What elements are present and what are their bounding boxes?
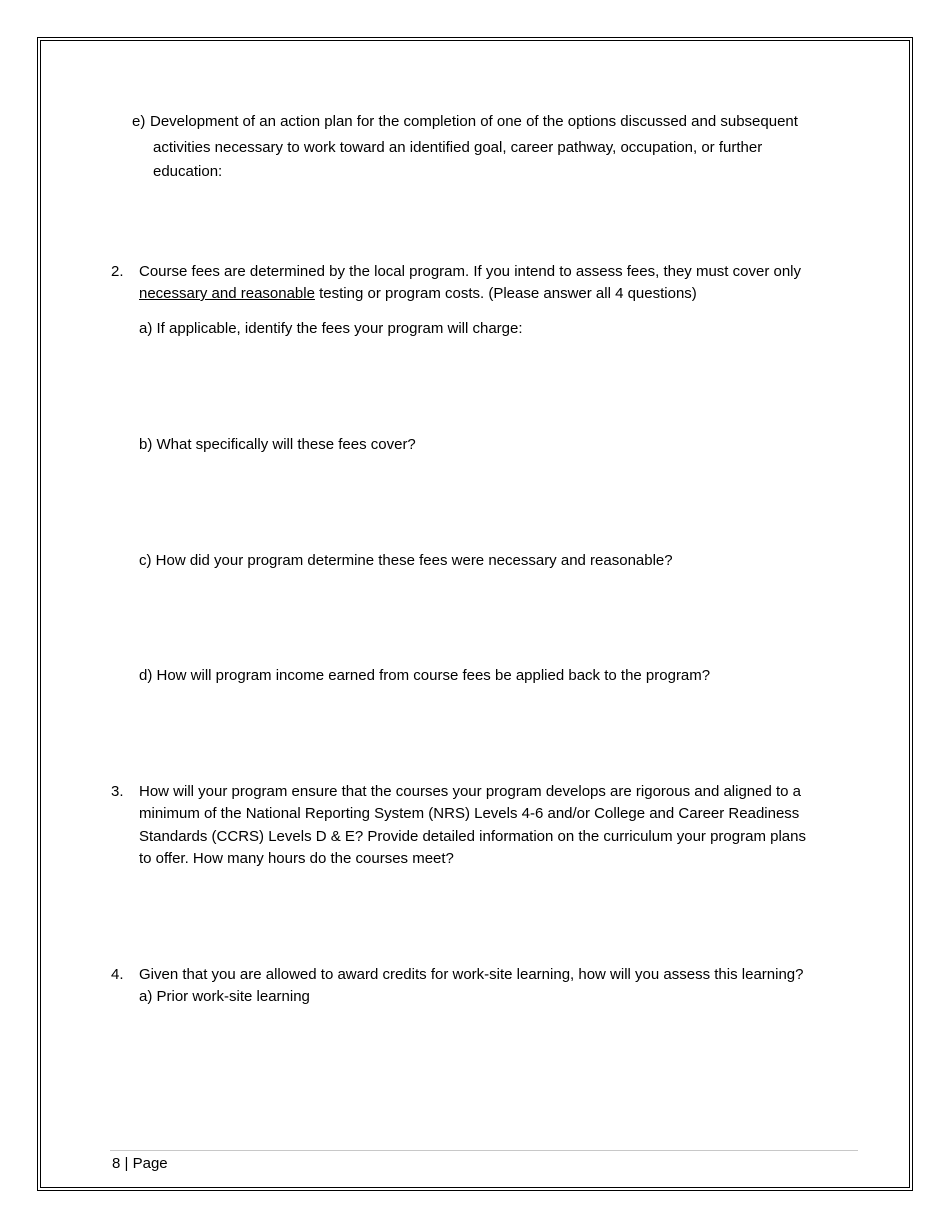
question-2-number: 2. [111,263,124,280]
question-4-sub-a: a) Prior work-site learning [139,988,310,1005]
item-e-line-3: education: [153,163,223,180]
question-3-number: 3. [111,783,124,800]
question-2-line-2 [139,284,697,304]
page-number: 8 [112,1155,121,1172]
page-label: Page [132,1155,168,1172]
item-e-line-2: activities necessary to work toward an identified goal, career pathway, occupation, or further [153,139,763,156]
page-footer [112,1154,168,1174]
question-2-sub-b: b) What specifically will these fees cover? [139,436,416,453]
question-2-line-1: Course fees are determined by the local program. If you intend to assess fees, they must cover only [139,263,801,280]
question-4-line-1: Given that you are allowed to award credits for work-site learning, how will you assess this learning? [139,966,804,983]
item-e-line-1: Development of an action plan for the completion of one of the options discussed and subsequent [150,113,798,130]
question-3-line-2: minimum of the National Reporting System (NRS) Levels 4-6 and/or College and Career Readiness [139,805,800,822]
question-2-sub-d: d) How will program income earned from course fees be applied back to the program? [139,667,711,684]
question-2-line-2-rest: testing or program costs. (Please answer all 4 questions) [314,285,697,302]
footer-divider [110,1150,858,1151]
question-3-line-4: to offer. How many hours do the courses meet? [139,850,454,867]
question-3-line-3: Standards (CCRS) Levels D & E? Provide detailed information on the curriculum your program plans [139,828,806,845]
question-4-number: 4. [111,966,124,983]
question-2-sub-c: c) How did your program determine these fees were necessary and reasonable? [139,552,673,569]
underlined-phrase: necessary and reasonable [139,285,315,302]
item-e-label: e) [132,113,146,130]
question-2-sub-a: a) If applicable, identify the fees your program will charge: [139,320,523,337]
page-border-inner [40,40,910,1188]
question-3-line-1: How will your program ensure that the courses your program develops are rigorous and aligned to a [139,783,802,800]
footer-separator: | [124,1155,129,1172]
